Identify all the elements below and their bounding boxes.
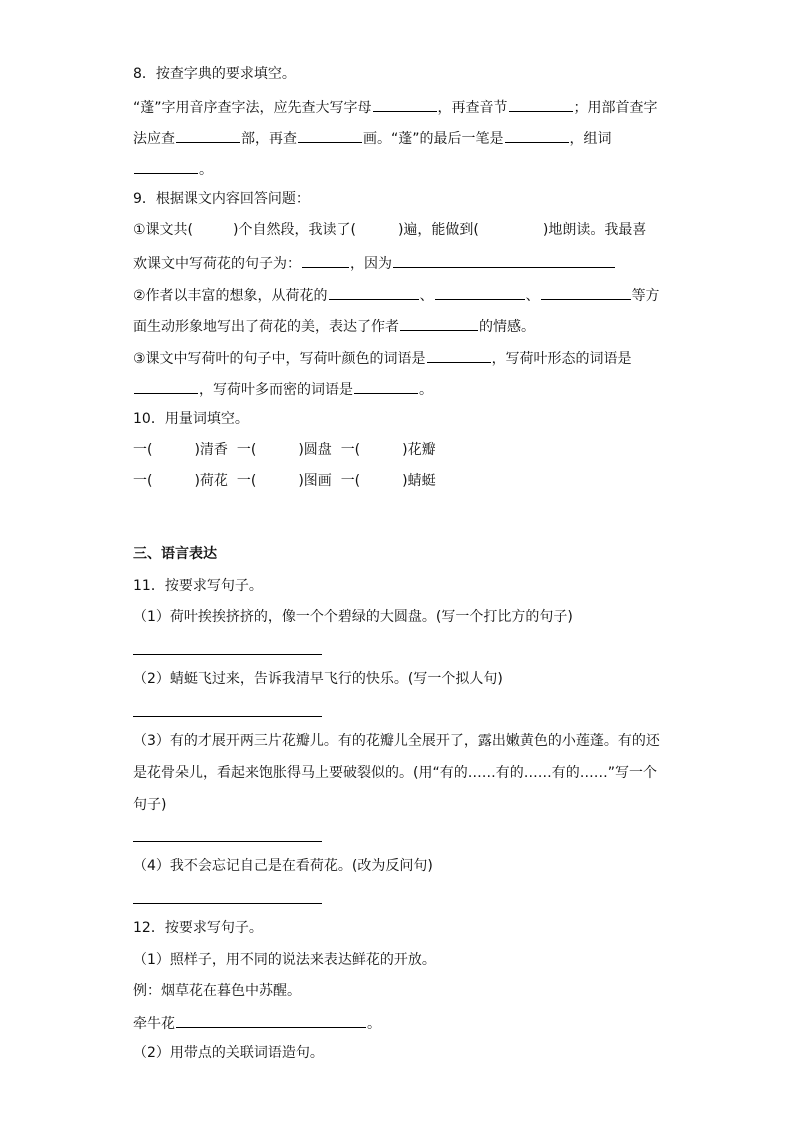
q10-text: )花瓣 xyxy=(402,442,436,458)
q9-p3-line-1 xyxy=(133,347,632,369)
q12-blank-morning-glory[interactable] xyxy=(176,1012,366,1028)
q10-text: 一( xyxy=(340,442,361,458)
q8-blank-last-stroke[interactable] xyxy=(505,127,569,143)
q9-p2-line-2 xyxy=(133,315,535,337)
q10-text: )图画 xyxy=(298,473,332,489)
q8-blank-word[interactable] xyxy=(134,158,198,174)
q10-text: 一( xyxy=(133,442,153,458)
q9-blank-shape[interactable] xyxy=(134,378,198,394)
q9-text: )个自然段，我读了( xyxy=(233,222,356,238)
q9-text: 面生动形象地写出了荷花的美，表达了作者 xyxy=(133,319,399,335)
q8-title: 8．按查字典的要求填空。 xyxy=(133,66,296,82)
q9-blank-aspect-1[interactable] xyxy=(329,284,419,300)
q10-text: )蜻蜓 xyxy=(402,473,436,489)
q10-text: 一( xyxy=(133,473,153,489)
q8-blank-strokes[interactable] xyxy=(298,127,362,143)
q11-s4: （4）我不会忘记自己是在看荷花。(改为反问句) xyxy=(133,858,433,874)
q11-answer-line-4[interactable] xyxy=(133,903,322,904)
q10-text: )圆盘 xyxy=(298,442,332,458)
q10-title: 10．用量词填空。 xyxy=(133,411,249,427)
q9-text: ①课文共( xyxy=(133,222,194,238)
q9-text: )地朗读。我最喜 xyxy=(542,222,647,238)
q9-text: ，写荷叶形态的词语是 xyxy=(491,351,632,367)
q9-blank-sentence[interactable] xyxy=(302,252,349,268)
q9-blank-dense[interactable] xyxy=(354,378,418,394)
q9-text: 欢课文中写荷花的句子为： xyxy=(133,256,301,272)
q10-text: )清香 xyxy=(194,442,228,458)
q10-text: )荷花 xyxy=(194,473,228,489)
q9-text: 。 xyxy=(419,382,433,398)
q9-p1-line-2 xyxy=(133,252,616,274)
q8-blank-syllable[interactable] xyxy=(509,96,573,112)
q11-answer-line-1[interactable] xyxy=(133,654,322,655)
q12-fill-line xyxy=(133,1012,381,1034)
q12-text: 牵牛花 xyxy=(133,1016,175,1032)
q11-s3-line-3: 句子) xyxy=(133,797,167,813)
q9-text: 的情感。 xyxy=(479,319,535,335)
q11-s2: （2）蜻蜓飞过来，告诉我清早飞行的快乐。(写一个拟人句) xyxy=(133,671,503,687)
q9-text: )遍，能做到( xyxy=(397,222,479,238)
q8-line-1 xyxy=(133,96,658,118)
q9-text: ，写荷叶多而密的词语是 xyxy=(199,382,353,398)
q9-text: 、 xyxy=(419,288,434,304)
q11-s3-line-1: （3）有的才展开两三片花瓣儿。有的花瓣儿全展开了，露出嫩黄色的小莲蓬。有的还 xyxy=(133,733,660,749)
q10-row-1 xyxy=(133,440,436,460)
q8-line-2 xyxy=(133,127,612,149)
q8-text: ，再查音节 xyxy=(437,100,508,116)
q9-text: ，因为 xyxy=(350,256,392,272)
q10-row-2 xyxy=(133,471,436,491)
q9-text: 、 xyxy=(525,288,540,304)
q9-p2-line-1 xyxy=(133,284,660,306)
q9-p3-line-2 xyxy=(133,378,433,400)
q11-answer-line-3[interactable] xyxy=(133,841,322,842)
q12-text: 。 xyxy=(367,1016,381,1032)
q9-text: ③课文中写荷叶的句子中，写荷叶颜色的词语是 xyxy=(133,351,426,367)
q8-text: 。 xyxy=(199,162,213,178)
q9-blank-color[interactable] xyxy=(427,347,491,363)
q9-blank-reason[interactable] xyxy=(393,252,615,268)
q11-answer-line-2[interactable] xyxy=(133,716,322,717)
q11-s3-line-2: 是花骨朵儿，看起来饱胀得马上要破裂似的。(用“有的……有的……有的……”写一个 xyxy=(133,765,657,781)
q9-p1-line-1 xyxy=(133,220,646,240)
q12-s2: （2）用带点的关联词语造句。 xyxy=(133,1045,324,1061)
q8-text: “蓬”字用音序查字法，应先查大写字母 xyxy=(133,100,372,116)
q11-title: 11．按要求写句子。 xyxy=(133,578,263,594)
q9-blank-emotion[interactable] xyxy=(400,315,478,331)
q9-blank-aspect-3[interactable] xyxy=(541,284,631,300)
q8-text: ；用部首查字 xyxy=(573,100,658,116)
q8-blank-letter[interactable] xyxy=(373,96,437,112)
q8-text: 部，再查 xyxy=(241,131,297,147)
q9-text: ②作者以丰富的想象，从荷花的 xyxy=(133,288,328,304)
q9-text: 等方 xyxy=(631,288,660,304)
q8-blank-radical[interactable] xyxy=(176,127,240,143)
q12-s1: （1）照样子，用不同的说法来表达鲜花的开放。 xyxy=(133,952,436,968)
q9-blank-aspect-2[interactable] xyxy=(435,284,525,300)
q8-text: 法应查 xyxy=(133,131,175,147)
q12-title: 12．按要求写句子。 xyxy=(133,920,263,936)
q10-text: 一( xyxy=(236,442,257,458)
q10-text: 一( xyxy=(236,473,257,489)
section-3-heading: 三、语言表达 xyxy=(133,546,217,562)
q10-text: 一( xyxy=(340,473,361,489)
q8-line-3 xyxy=(133,158,213,180)
q8-text: ，组词 xyxy=(569,131,612,147)
q11-s1: （1）荷叶挨挨挤挤的，像一个个碧绿的大圆盘。(写一个打比方的句子) xyxy=(133,609,573,625)
q8-text: 画。“蓬”的最后一笔是 xyxy=(363,131,504,147)
q12-example: 例：烟草花在暮色中苏醒。 xyxy=(133,983,301,999)
q9-title: 9．根据课文内容回答问题： xyxy=(133,191,310,207)
